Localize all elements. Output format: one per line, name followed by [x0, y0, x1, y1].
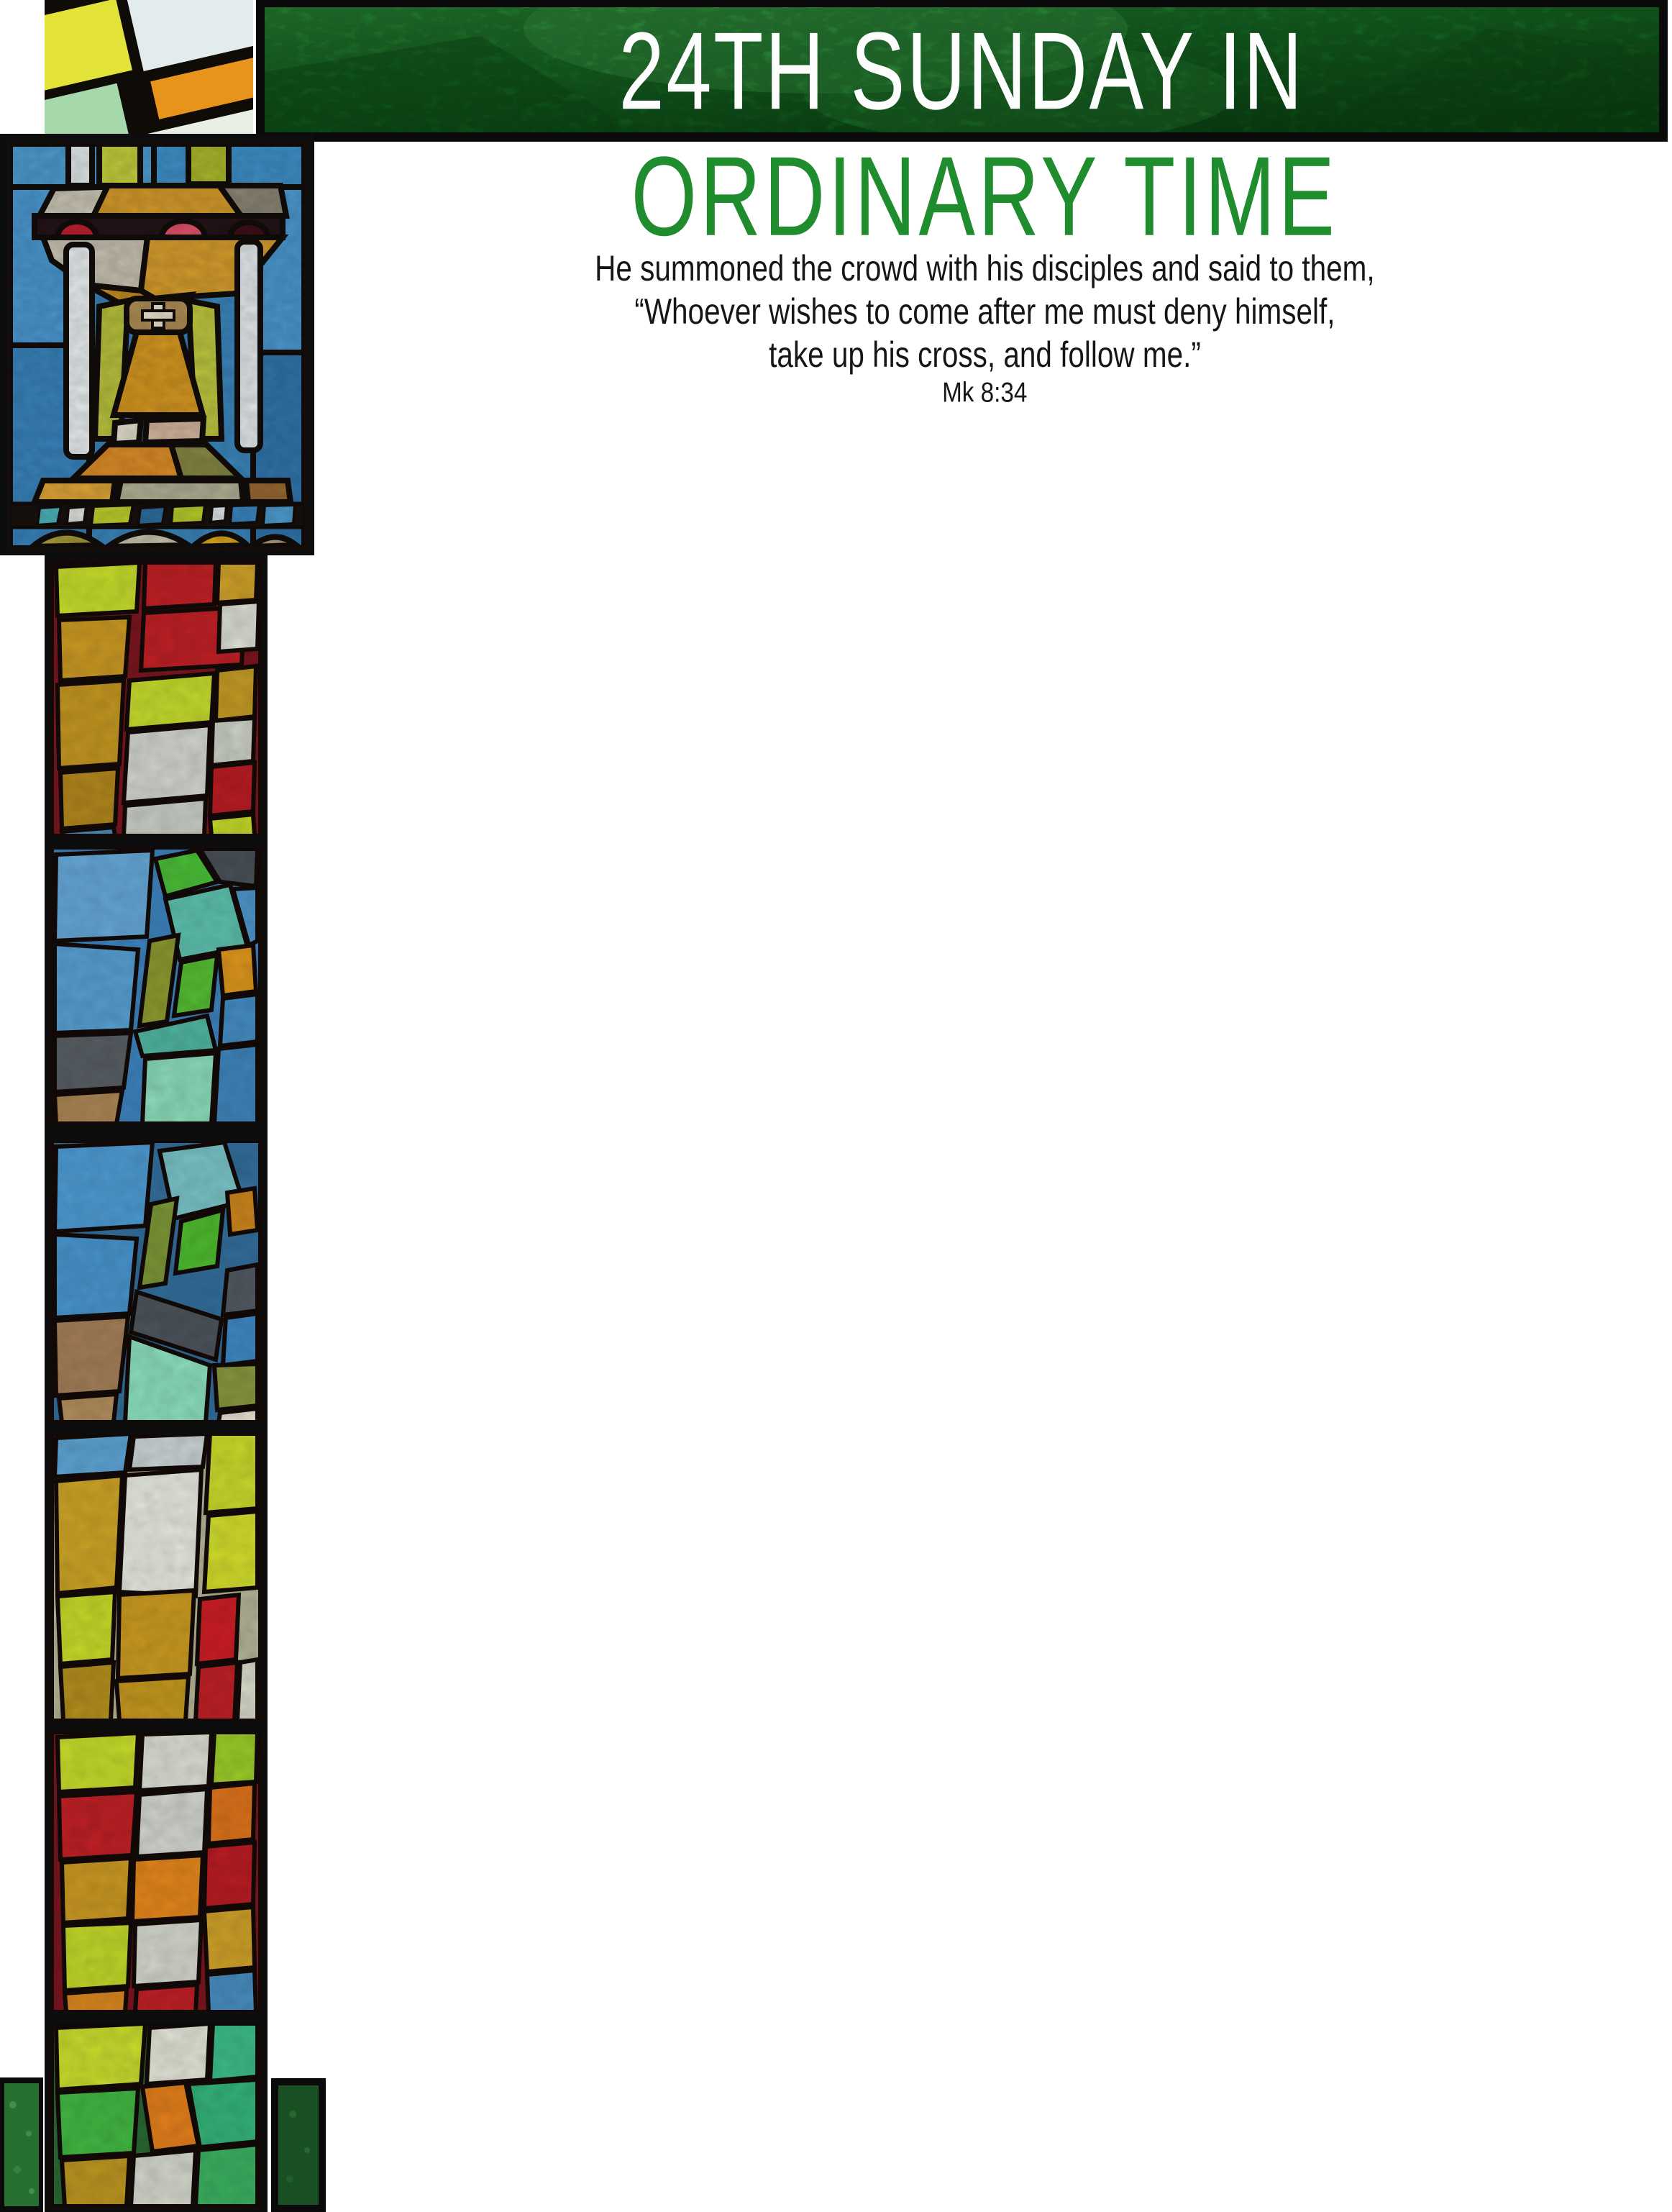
stained-glass-corner-icon [45, 0, 253, 134]
quote-citation: Mk 8:34 [941, 376, 1028, 409]
banner-title-wrap [256, 0, 1668, 142]
quote-line-2: “Whoever wishes to come after me must deny himself, [634, 291, 1335, 332]
chalice-stained-glass-icon [0, 134, 314, 555]
quote-line-3: take up his cross, and follow me.” [768, 334, 1201, 376]
quote-line-1: He summoned the crowd with his disciples and said to them, [594, 248, 1375, 289]
header-banner [256, 0, 1668, 142]
stained-glass-column-icon [45, 555, 268, 2212]
green-glass-square-right-icon [271, 2078, 326, 2212]
scripture-quote [297, 247, 1672, 411]
page-subtitle: ORDINARY TIME [631, 132, 1338, 260]
green-glass-square-left-icon [0, 2077, 43, 2212]
subtitle-wrap [297, 132, 1672, 260]
banner-title: 24TH SUNDAY IN [619, 9, 1305, 132]
